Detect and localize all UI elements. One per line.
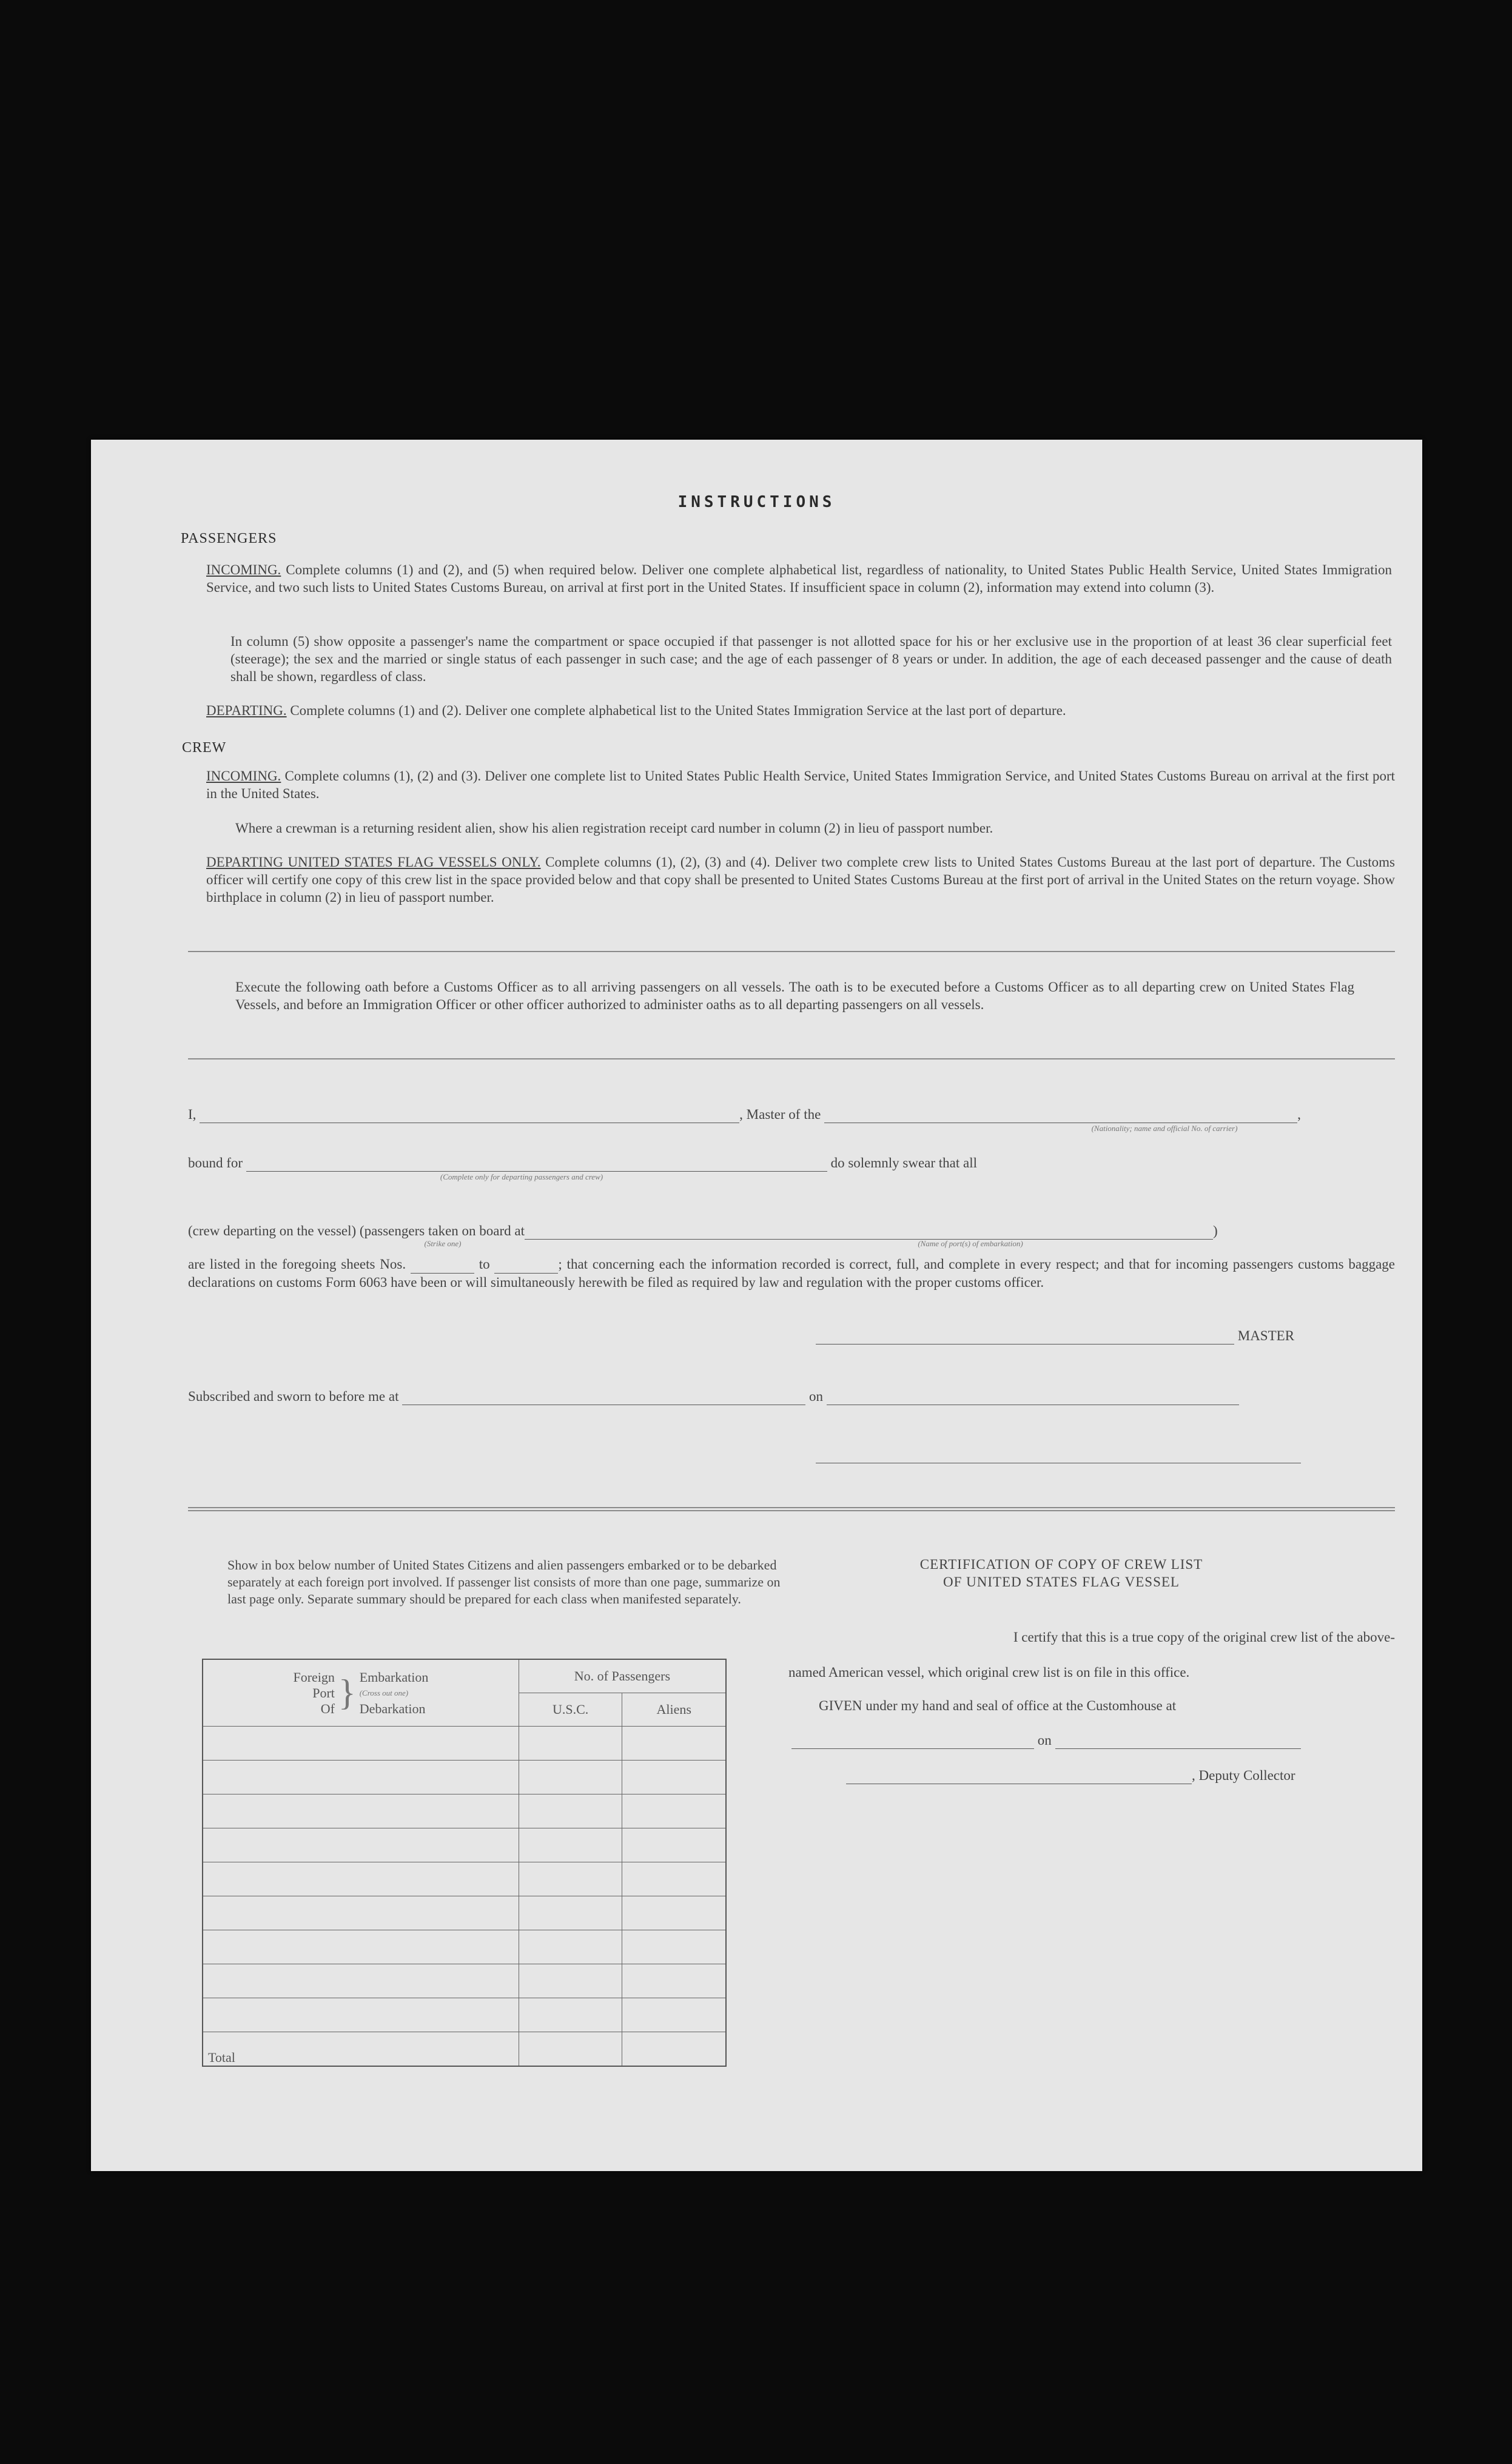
- document-sheet: [91, 440, 1422, 2171]
- total-row: [203, 2032, 726, 2067]
- deputy-signature-field[interactable]: [846, 1768, 1192, 1784]
- passengers-incoming-paragraph: [206, 561, 1392, 596]
- bound-for-field[interactable]: [246, 1155, 827, 1172]
- crew-departing-paragraph: [206, 853, 1395, 906]
- table-row: [203, 1896, 726, 1930]
- sworn-date-field[interactable]: [827, 1389, 1239, 1405]
- officer-signature-field[interactable]: [816, 1462, 1301, 1463]
- port-header: Foreign Port Of } Embarkation (Cross out one) Debarkation: [203, 1659, 519, 1727]
- crew-incoming-text: Complete columns (1), (2) and (3). Deliver one complete list to United States Public Health Service, United States Immigration Service, and United States Customs Bureau on arrival at the first port in the United States.: [206, 768, 1395, 801]
- passengers-column5-paragraph: In column (5) show opposite a passenger's name the compartment or space occupied if that passenger is not allotted space for his or her exclusive use in the proportion of at least 36 clear superficial feet (steerage); the sex and the married or single status of each passenger in such case; and the age of each passenger of 8 years or under. In addition, the age of each deceased passenger and the cause of death shall be shown, regardless of class.: [230, 634, 1392, 684]
- oath-intro: Execute the following oath before a Customs Officer as to all arriving passengers on all vessels. The oath is to be executed before a Customs Officer as to all departing crew on United States Flag Vessels, and before an Immigration Officer or other officer authorized to administer oaths as to all departing passengers on all vessels.: [235, 979, 1354, 1012]
- table-row: [203, 1930, 726, 1964]
- embark-caption: (Name of port(s) of embarkation): [918, 1239, 1023, 1248]
- passengers-incoming-text: Complete columns (1) and (2), and (5) when required below. Deliver one complete alphabetical list, regardless of nationality, to United States Public Health Service, United States Immigration Service, and two such lists to United States Customs Bureau, on arrival at first port in the United States. If insufficient space in column (2), information may extend into column (3).: [206, 562, 1392, 595]
- master-signature-line: MASTER: [816, 1328, 1294, 1344]
- customhouse-date-line: on: [791, 1733, 1301, 1749]
- crew-heading: CREW: [182, 740, 227, 756]
- passengers-heading: PASSENGERS: [181, 531, 277, 546]
- oath-bound-line: bound for do solemnly swear that all: [188, 1155, 978, 1170]
- table-row: [203, 1761, 726, 1794]
- page-title: INSTRUCTIONS: [677, 493, 836, 511]
- divider: [188, 951, 1395, 952]
- carrier-caption: (Nationality; name and official No. of carrier): [1091, 1124, 1238, 1133]
- oath-embark-line: (crew departing on the vessel) (passengers taken on board at ): [188, 1223, 1218, 1238]
- crew-departing-lead: DEPARTING UNITED STATES FLAG VESSELS ONLY.: [206, 854, 541, 870]
- total-label: Total: [203, 2032, 519, 2067]
- master-signature-field[interactable]: [816, 1328, 1234, 1344]
- passengers-header: No. of Passengers U.S.C. Aliens: [519, 1659, 726, 1727]
- master-name-field[interactable]: [200, 1107, 739, 1123]
- passenger-summary-table: [202, 1659, 727, 2067]
- passengers-departing-lead: DEPARTING.: [206, 703, 287, 718]
- embarkation-port-field[interactable]: [525, 1223, 1213, 1240]
- certify-line-2: named American vessel, which original crew list is on file in this office.: [788, 1665, 1190, 1680]
- deputy-collector-line: , Deputy Collector: [846, 1768, 1295, 1784]
- table-row: [203, 1727, 726, 1761]
- crew-resident-paragraph: Where a crewman is a returning resident alien, show his alien registration receipt card number in column (2) in lieu of passport number.: [235, 821, 993, 836]
- certification-title: CERTIFICATION OF COPY OF CREW LIST OF UNITED STATES FLAG VESSEL: [919, 1557, 1203, 1590]
- subscribed-line: Subscribed and sworn to before me at on: [188, 1389, 1239, 1405]
- table-row: [203, 1794, 726, 1828]
- table-row: [203, 1998, 726, 2032]
- bound-caption: (Complete only for departing passengers and crew): [440, 1172, 603, 1181]
- passengers-departing-text: Complete columns (1) and (2). Deliver one complete alphabetical list to the United States Immigration Service at the last port of departure.: [286, 703, 1066, 718]
- certify-line-1: I certify that this is a true copy of the original crew list of the above-: [1013, 1630, 1395, 1645]
- table-row: [203, 1828, 726, 1862]
- passengers-departing-paragraph: [206, 702, 1395, 719]
- crew-incoming-paragraph: [206, 767, 1395, 802]
- sworn-place-field[interactable]: [402, 1389, 805, 1405]
- summary-instructions: Show in box below number of United States Citizens and alien passengers embarked or to be debarked separately at each foreign port involved. If passenger list consists of more than one page, summarize on last page only. Separate summary should be prepared for each class when manifested separately.: [227, 1557, 781, 1606]
- strike-caption: (Strike one): [424, 1239, 462, 1248]
- oath-listed-paragraph: are listed in the foregoing sheets Nos. to ; that concerning each the information recorded is correct, full, and complete in every respect; and that for incoming passengers customs baggage declarations on customs Form 6063 have been or will simultaneously herewith be filed as required by law and regulation with the proper customs officer.: [188, 1257, 1395, 1290]
- divider: [188, 1058, 1395, 1059]
- crew-incoming-lead: INCOMING.: [206, 768, 281, 784]
- sheet-to-field[interactable]: [494, 1255, 558, 1274]
- certification-date-field[interactable]: [1055, 1733, 1301, 1749]
- table-row: [203, 1862, 726, 1896]
- table-row: [203, 1964, 726, 1998]
- carrier-field[interactable]: [824, 1107, 1297, 1123]
- passengers-incoming-lead: INCOMING.: [206, 562, 281, 577]
- divider: [188, 1507, 1395, 1511]
- customhouse-field[interactable]: [791, 1733, 1034, 1749]
- crew-departing-text: Complete columns (1), (2), (3) and (4). Deliver two complete crew lists to United States Customs Bureau at the last port of departure. The Customs officer will certify one copy of this crew list in the space provided below and that copy shall be presented to United States Customs Bureau at the first port of arrival in the United States on the return voyage. Show birthplace in column (2) in lieu of passport number.: [206, 854, 1396, 905]
- sheet-from-field[interactable]: [411, 1255, 474, 1274]
- oath-master-line: I, , Master of the ,: [188, 1107, 1301, 1122]
- given-line: GIVEN under my hand and seal of office at the Customhouse at: [819, 1698, 1177, 1713]
